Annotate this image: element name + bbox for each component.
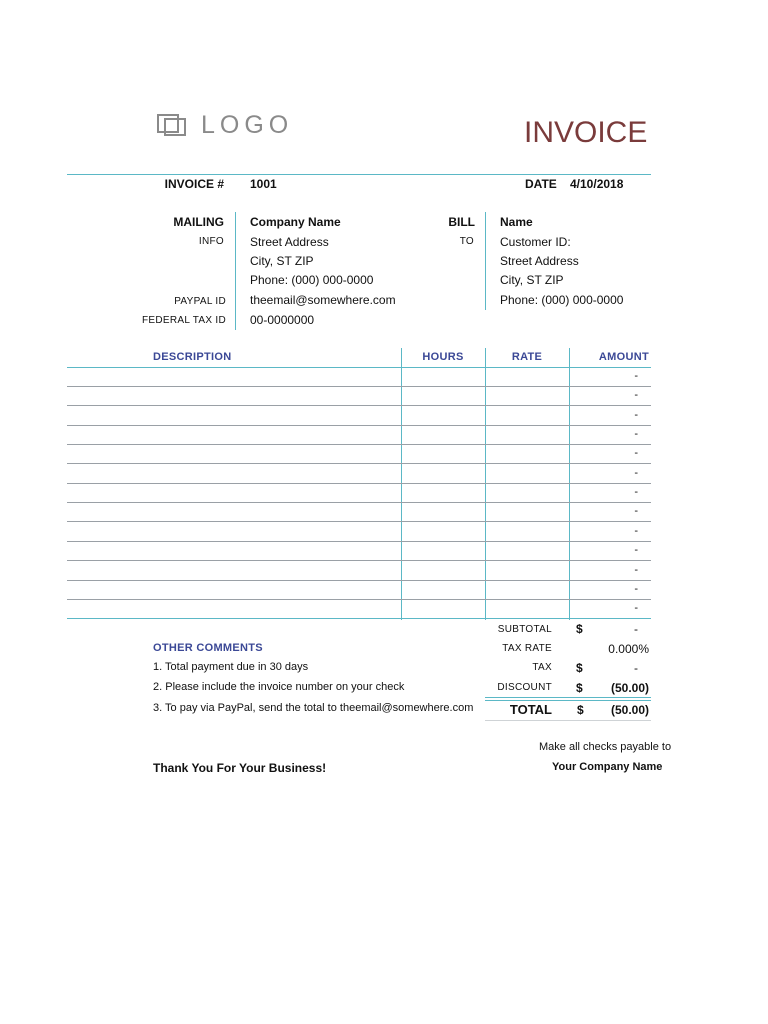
- mailing-label: MAILING: [173, 215, 224, 229]
- federal-tax-id-value: 00-0000000: [250, 313, 315, 327]
- bill-to-phone: Phone: (000) 000-0000: [500, 293, 624, 307]
- table-row: [0, 581, 768, 600]
- paypal-id-value: theemail@somewhere.com: [250, 293, 396, 307]
- discount-value: (50.00): [610, 681, 649, 695]
- bill-to-label: BILL: [448, 215, 475, 229]
- total-label: TOTAL: [509, 702, 552, 717]
- row-amount: -: [634, 467, 638, 479]
- row-amount: -: [634, 525, 638, 537]
- table-row: [0, 426, 768, 445]
- row-amount: -: [634, 486, 638, 498]
- mailing-company-name: Company Name: [250, 215, 341, 229]
- thank-you-text: Thank You For Your Business!: [153, 761, 327, 775]
- comment-line-2: 2. Please include the invoice number on your check: [153, 681, 405, 693]
- mailing-divider: [235, 212, 236, 330]
- row-amount: -: [634, 370, 638, 382]
- row-amount: -: [634, 564, 638, 576]
- mailing-phone: Phone: (000) 000-0000: [250, 273, 374, 287]
- row-amount: -: [634, 583, 638, 595]
- discount-label: DISCOUNT: [497, 682, 552, 693]
- date-label: DATE: [525, 177, 557, 191]
- row-amount: -: [634, 389, 638, 401]
- table-row: [0, 503, 768, 522]
- bill-to-street: Street Address: [500, 254, 579, 268]
- bill-to-city: City, ST ZIP: [500, 273, 564, 287]
- invoice-title: INVOICE: [524, 116, 648, 149]
- table-row: [0, 523, 768, 542]
- table-row: [0, 387, 768, 406]
- discount-currency: $: [576, 681, 583, 695]
- bill-to-customer-id: Customer ID:: [500, 235, 571, 249]
- subtotal-value: -: [634, 622, 638, 636]
- row-amount: -: [634, 602, 638, 614]
- total-value: (50.00): [610, 703, 649, 717]
- header-divider: [67, 174, 651, 175]
- tax-rate-value: 0.000%: [608, 642, 649, 656]
- row-amount: -: [634, 409, 638, 421]
- checks-payable-text: Make all checks payable to: [539, 741, 672, 753]
- federal-tax-id-label: FEDERAL TAX ID: [141, 315, 226, 326]
- total-divider-top: [485, 697, 651, 698]
- logo-text: LOGO: [201, 111, 294, 139]
- row-amount: -: [634, 544, 638, 556]
- logo-squares-icon: [157, 114, 189, 136]
- total-currency: $: [577, 703, 584, 717]
- row-amount: -: [634, 428, 638, 440]
- invoice-number-value: 1001: [250, 177, 277, 191]
- table-row: [0, 600, 768, 619]
- table-row: [0, 465, 768, 484]
- other-comments-heading: OTHER COMMENTS: [153, 642, 263, 654]
- tax-label: TAX: [532, 662, 552, 673]
- tax-rate-label: TAX RATE: [502, 643, 552, 654]
- row-amount: -: [634, 447, 638, 459]
- mailing-city: City, ST ZIP: [250, 254, 314, 268]
- column-header-amount: AMOUNT: [598, 351, 649, 363]
- mailing-street: Street Address: [250, 235, 329, 249]
- table-row: [0, 368, 768, 387]
- total-underline: [485, 720, 651, 721]
- subtotal-label: SUBTOTAL: [497, 624, 552, 635]
- tax-currency: $: [576, 661, 583, 675]
- paypal-id-label: PAYPAL ID: [174, 296, 226, 307]
- column-header-description: DESCRIPTION: [153, 351, 232, 363]
- table-row: [0, 562, 768, 581]
- bill-to-divider: [485, 212, 486, 310]
- table-row: [0, 407, 768, 426]
- bill-to-name: Name: [500, 215, 533, 229]
- mailing-sublabel: INFO: [198, 236, 224, 247]
- total-divider-bottom: [485, 700, 651, 701]
- column-header-rate: RATE: [511, 351, 543, 363]
- date-value: 4/10/2018: [570, 177, 624, 191]
- table-row: [0, 484, 768, 503]
- footer-company-name: Your Company Name: [552, 761, 663, 773]
- column-header-hours: HOURS: [422, 351, 464, 363]
- comment-line-3: 3. To pay via PayPal, send the total to theemail@somewhere.com: [153, 702, 474, 714]
- row-amount: -: [634, 505, 638, 517]
- bill-to-sublabel: TO: [459, 236, 474, 247]
- comment-line-1: 1. Total payment due in 30 days: [153, 661, 309, 673]
- table-row: [0, 542, 768, 561]
- tax-value: -: [634, 661, 638, 675]
- invoice-number-label: INVOICE #: [164, 177, 224, 191]
- subtotal-currency: $: [576, 622, 583, 636]
- table-row: [0, 445, 768, 464]
